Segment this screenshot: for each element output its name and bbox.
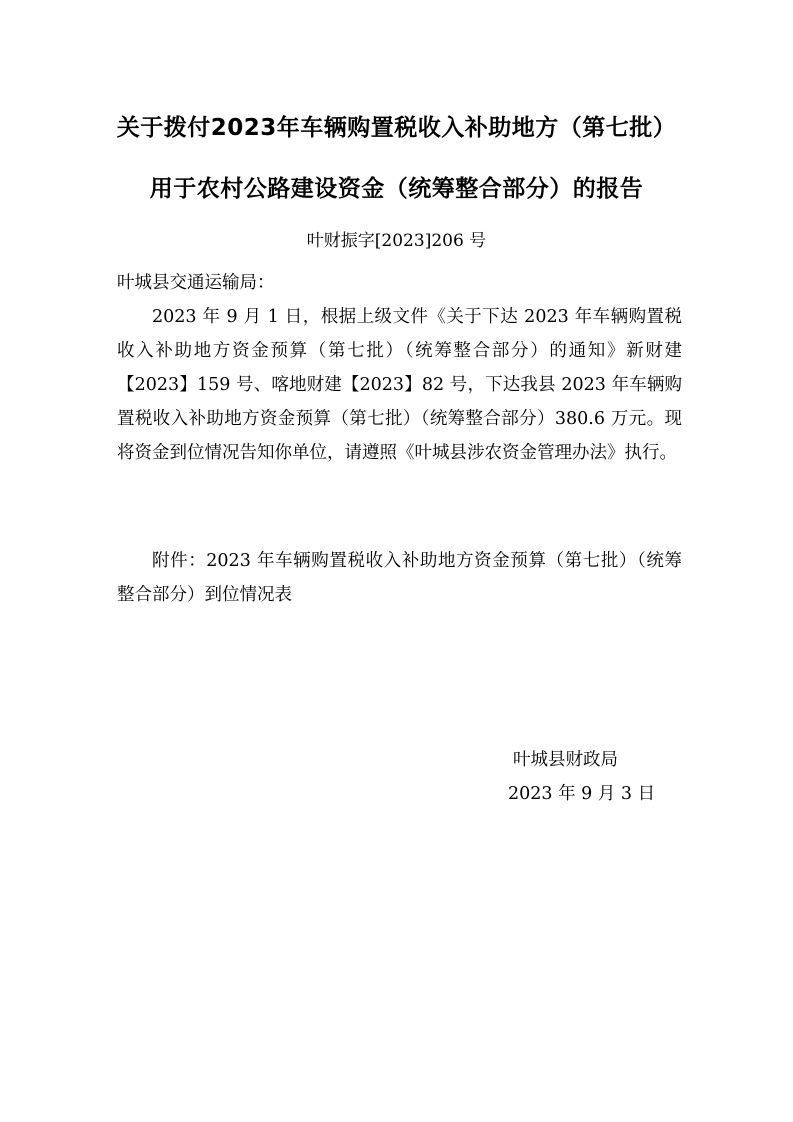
document-title-line-2: 用于农村公路建设资金（统筹整合部分）的报告	[149, 176, 644, 202]
document-title-line-1: 关于拨付2023年车辆购置税收入补助地方（第七批）	[116, 115, 677, 141]
document-number: 叶财振字[2023]206 号	[306, 231, 487, 251]
issue-date: 2023 年 9 月 3 日	[508, 784, 656, 804]
signer: 叶城县财政局	[513, 750, 618, 770]
recipient: 叶城县交通运输局：	[117, 273, 275, 293]
attachment-note: 附件：2023 年车辆购置税收入补助地方资金预算（第七批）（统筹整合部分）到位情况表	[117, 551, 682, 605]
body-paragraph: 2023 年 9 月 1 日，根据上级文件《关于下达 2023 年车辆购置税收入补助地方资金预算（第七批）（统筹整合部分）的通知》新财建【2023】159 号、喀地财建【2023】82 号，下达我县 2023 年车辆购置税收入补助地方资金预算（第七批）（统筹整合部分）380.6 万元。现将资金到位情况告知你单位，请遵照《叶城县涉农资金管理办法》执行。	[117, 307, 682, 463]
